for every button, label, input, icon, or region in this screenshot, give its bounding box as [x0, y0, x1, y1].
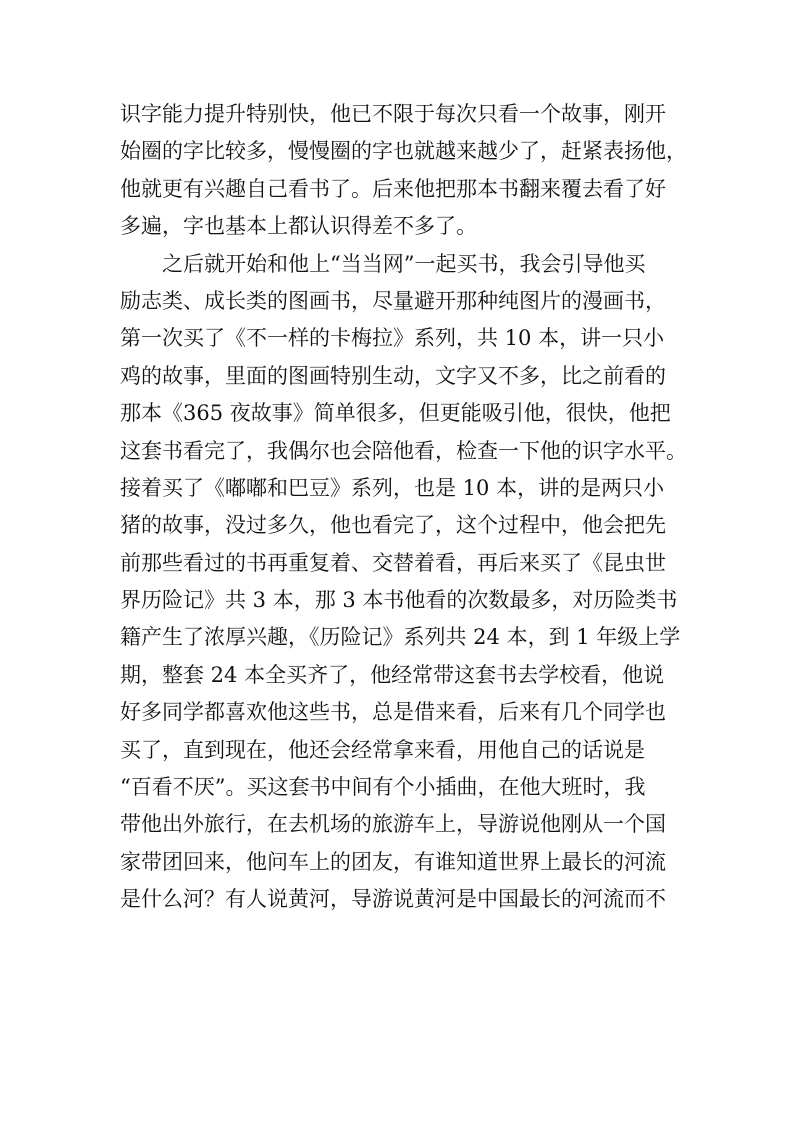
- text-line: 始圈的字比较多，慢慢圈的字也就越来越少了，赶紧表扬他，: [120, 139, 687, 164]
- text-line: 是什么河？有人说黄河，导游说黄河是中国最长的河流而不: [120, 887, 666, 912]
- text-line: 好多同学都喜欢他这些书，总是借来看，后来有几个同学也: [120, 700, 666, 725]
- text-line: 鸡的故事，里面的图画特别生动，文字又不多，比之前看的: [120, 363, 666, 388]
- text-line: 前那些看过的书再重复着、交替着看，再后来买了《昆虫世: [120, 550, 666, 575]
- text-line: 他就更有兴趣自己看书了。后来他把那本书翻来覆去看了好: [120, 176, 666, 201]
- text-line: 带他出外旅行，在去机场的旅游车上，导游说他刚从一个国: [120, 812, 666, 837]
- text-line: “百看不厌”。买这套书中间有个小插曲，在他大班时，我: [120, 775, 646, 800]
- text-line: 这套书看完了，我偶尔也会陪他看，检查一下他的识字水平。: [120, 438, 687, 463]
- text-line: 那本《365 夜故事》简单很多，但更能吸引他，很快，他把: [120, 401, 671, 426]
- text-line: 猪的故事，没过多久，他也看完了，这个过程中，他会把先: [120, 513, 666, 538]
- text-line: 第一次买了《不一样的卡梅拉》系列，共 10 本，讲一只小: [120, 326, 665, 351]
- text-line: 多遍，字也基本上都认识得差不多了。: [120, 214, 477, 239]
- text-line: 接着买了《嘟嘟和巴豆》系列，也是 10 本，讲的是两只小: [120, 475, 665, 500]
- text-line: 籍产生了浓厚兴趣，《历险记》系列共 24 本，到 1 年级上学: [120, 625, 681, 650]
- text-line: 买了，直到现在，他还会经常拿来看，用他自己的话说是: [120, 737, 645, 762]
- text-line: 家带团回来，他问车上的团友，有谁知道世界上最长的河流: [120, 849, 666, 874]
- text-line: 识字能力提升特别快，他已不限于每次只看一个故事，刚开: [120, 102, 666, 126]
- body-text: [120, 96, 687, 919]
- text-line: 期，整套 24 本全买齐了，他经常带这套书去学校看，他说: [120, 662, 665, 687]
- text-line: 之后就开始和他上“当当网”一起买书，我会引导他买: [120, 251, 646, 276]
- text-line: 励志类、成长类的图画书，尽量避开那种纯图片的漫画书，: [120, 288, 666, 313]
- text-line: 界历险记》共 3 本，那 3 本书他看的次数最多，对历险类书: [120, 588, 678, 613]
